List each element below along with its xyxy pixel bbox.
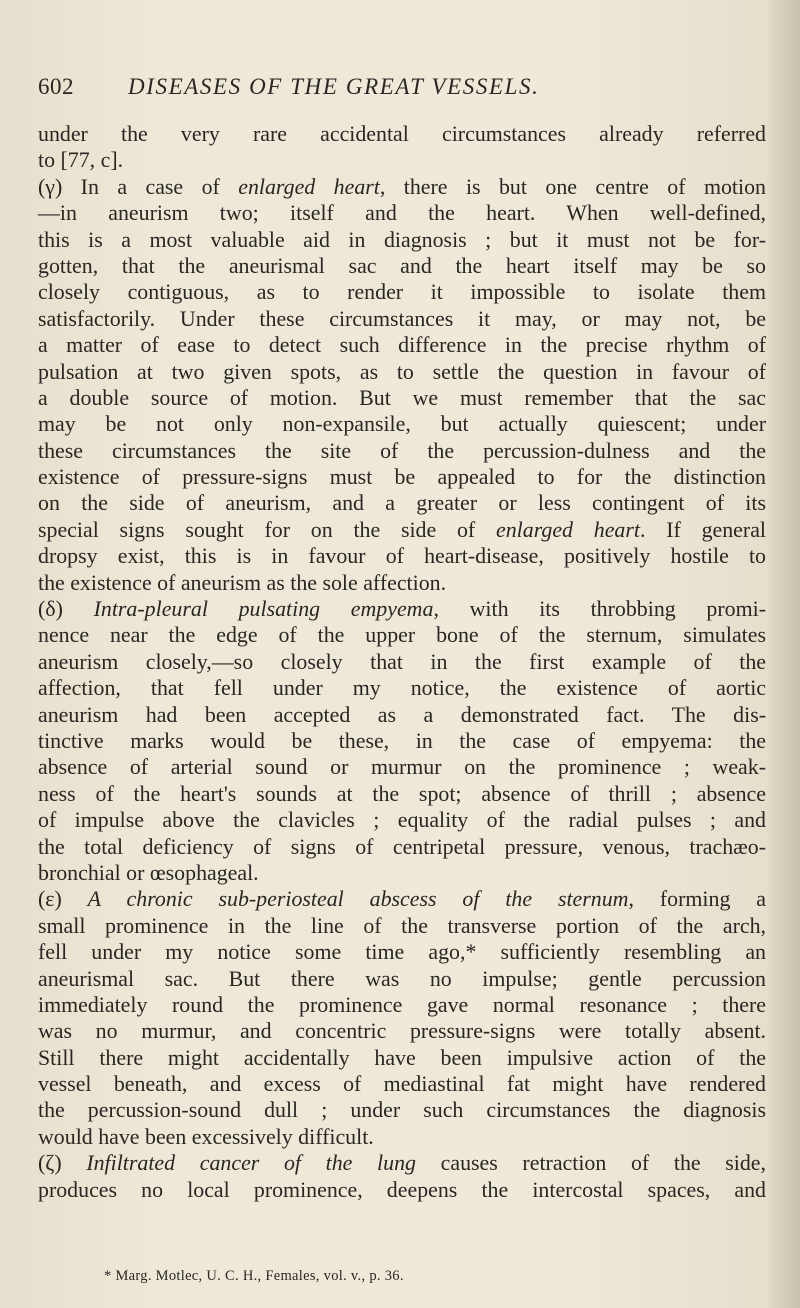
- page-edge-shadow: [766, 0, 800, 1308]
- italic-phrase: A chronic sub-periosteal abscess of the sternum: [87, 886, 629, 912]
- text-line: the total deficiency of signs of centripetal pressure, venous, trachæo-: [38, 833, 766, 859]
- italic-phrase: enlarged heart: [496, 516, 640, 542]
- text-line: a double source of motion. But we must remember that the sac: [38, 384, 766, 410]
- text-line: (γ) In a case of enlarged heart, there is but one centre of motion: [38, 173, 766, 199]
- text-line: these circumstances the site of the percussion-dulness and the: [38, 437, 766, 463]
- text-line: existence of pressure-signs must be appealed to for the distinction: [38, 464, 766, 490]
- text-line: on the side of aneurism, and a greater or less contingent of its: [38, 490, 766, 516]
- text-line: affection, that fell under my notice, the existence of aortic: [38, 675, 766, 701]
- text-line: (ε) A chronic sub-periosteal abscess of the sternum, forming a: [38, 886, 766, 912]
- text-line: ness of the heart's sounds at the spot; absence of thrill ; absence: [38, 780, 766, 806]
- text-line: to [77, c].: [38, 147, 124, 173]
- text-line: of impulse above the clavicles ; equality of the radial pulses ; and: [38, 807, 766, 833]
- text-line: gotten, that the aneurismal sac and the heart itself may be so: [38, 252, 766, 278]
- footnote: * Marg. Motlec, U. C. H., Females, vol. v., p. 36.: [104, 1268, 404, 1284]
- text-line: absence of arterial sound or murmur on the prominence ; weak-: [38, 754, 766, 780]
- text-line: pulsation at two given spots, as to settle the question in favour of: [38, 358, 766, 384]
- text-line: this is a most valuable aid in diagnosis ; but it must not be for-: [38, 226, 766, 252]
- text-line: —in aneurism two; itself and the heart. When well-defined,: [38, 200, 766, 226]
- italic-phrase: Infiltrated cancer of the lung: [86, 1150, 416, 1176]
- text-line: Still there might accidentally have been impulsive action of the: [38, 1044, 766, 1070]
- text-line: special signs sought for on the side of enlarged heart. If general: [38, 516, 766, 542]
- text-line: under the very rare accidental circumstances already referred: [38, 121, 766, 146]
- text-line: fell under my notice some time ago,* sufficiently resembling an: [38, 939, 766, 965]
- text-line: a matter of ease to detect such difference in the precise rhythm of: [38, 332, 766, 358]
- text-line: bronchial or œsophageal.: [38, 859, 259, 885]
- text-line: would have been excessively difficult.: [38, 1123, 374, 1149]
- italic-phrase: Intra-pleural pulsating empyema: [93, 596, 434, 622]
- text-line: aneurismal sac. But there was no impulse; gentle percussion: [38, 965, 766, 991]
- page-header: [38, 74, 758, 106]
- text-line: the existence of aneurism as the sole affection.: [38, 569, 447, 595]
- text-line: produces no local prominence, deepens the intercostal spaces, and: [38, 1176, 766, 1202]
- italic-phrase: enlarged heart: [238, 173, 380, 199]
- text-line: satisfactorily. Under these circumstances it may, or may not, be: [38, 305, 766, 331]
- text-line: vessel beneath, and excess of mediastinal fat might have rendered: [38, 1071, 766, 1097]
- text-line: (ζ) Infiltrated cancer of the lung causes retraction of the side,: [38, 1150, 766, 1176]
- text-line: aneurism closely,—so closely that in the first example of the: [38, 648, 766, 674]
- page-number: 602: [38, 74, 74, 99]
- text-line: may be not only non-expansile, but actually quiescent; under: [38, 411, 766, 437]
- text-line: was no murmur, and concentric pressure-signs were totally absent.: [38, 1018, 766, 1044]
- text-line: small prominence in the line of the transverse portion of the arch,: [38, 912, 766, 938]
- text-line: closely contiguous, as to render it impossible to isolate them: [38, 279, 766, 305]
- text-line: nence near the edge of the upper bone of the sternum, simulates: [38, 622, 766, 648]
- running-head: DISEASES OF THE GREAT VESSELS.: [128, 74, 540, 99]
- text-line: (δ) Intra-pleural pulsating empyema, with its throbbing promi-: [38, 596, 766, 622]
- body-text: [38, 121, 766, 1203]
- text-line: aneurism had been accepted as a demonstrated fact. The dis-: [38, 701, 766, 727]
- text-line: immediately round the prominence gave normal resonance ; there: [38, 991, 766, 1017]
- text-line: tinctive marks would be these, in the case of empyema: the: [38, 727, 766, 753]
- text-line: dropsy exist, this is in favour of heart-disease, positively hostile to: [38, 543, 766, 569]
- text-line: the percussion-sound dull ; under such circumstances the diagnosis: [38, 1097, 766, 1123]
